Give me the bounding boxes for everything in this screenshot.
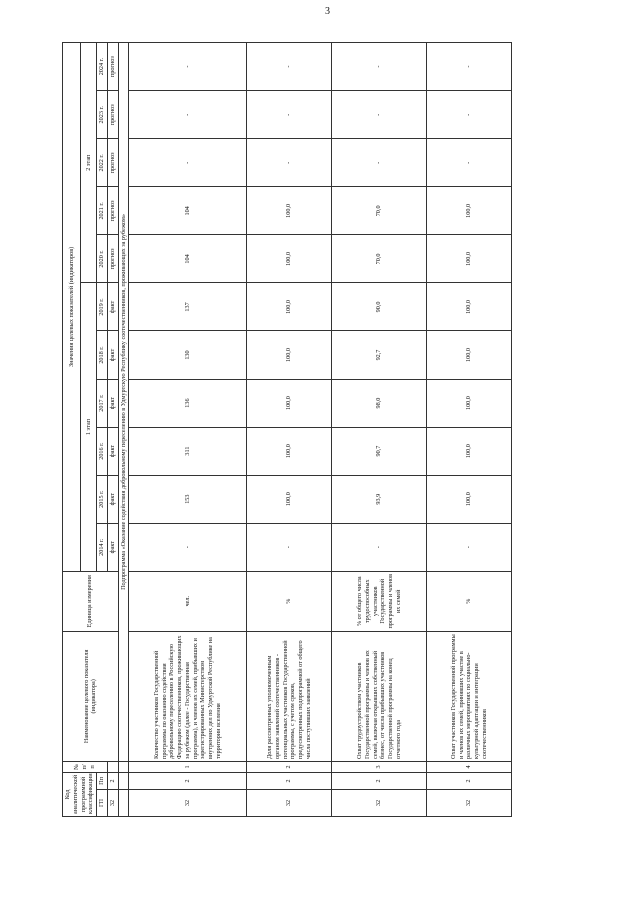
cell-name: Охват участников Государственной программы и членов их семей, принявших участие в различных мероприятиях по социально-культурной адаптации и интеграции соотечественников — [427, 631, 512, 761]
cell-value: 100,0 — [247, 427, 332, 475]
cell-value: 153 — [129, 475, 247, 523]
header-type: факт — [107, 475, 118, 523]
cell-name: Доля рассмотренных уполномоченным органом заявлений соотечественников - потенциальных участников Государственной программы, с учетом сроков, предусмотренных подпрограммой от общего числа поступивших заявлений — [247, 631, 332, 761]
cell-num: 2 — [247, 761, 332, 772]
cell-value: - — [247, 91, 332, 139]
header-stage2: 2 этап — [80, 43, 96, 283]
cell-name: Охват трудоустройством участников Государственной программы и членов их семей, включая открывших собственный бизнес, от числа прибывших участников Государственной программы на конец отчетного года — [332, 631, 427, 761]
cell-value: 98,0 — [332, 379, 427, 427]
cell-gp: 32 — [332, 789, 427, 816]
cell-unit: чел. — [129, 571, 247, 631]
cell-pp: 2 — [332, 772, 427, 789]
cell-value: 100,0 — [247, 187, 332, 235]
cell-num: 4 — [427, 761, 512, 772]
cell-value: 104 — [129, 187, 247, 235]
header-values-group: Значения целевых показателей (индикаторов) — [63, 43, 81, 572]
cell-gp: 32 — [247, 789, 332, 816]
cell-value: 137 — [129, 283, 247, 331]
cell-value: 90,0 — [332, 283, 427, 331]
cell-value: - — [129, 43, 247, 91]
header-index-gp: 32 — [107, 789, 118, 816]
header-type: прогноз — [107, 91, 118, 139]
cell-value: - — [427, 91, 512, 139]
cell-value: 100,0 — [427, 235, 512, 283]
cell-value: 100,0 — [427, 379, 512, 427]
cell-value: - — [332, 139, 427, 187]
cell-value: 100,0 — [247, 379, 332, 427]
header-year: 2018 г. — [97, 331, 108, 379]
header-unit: Единица измерения — [63, 571, 119, 631]
header-year: 2022 г. — [97, 139, 108, 187]
header-type: факт — [107, 427, 118, 475]
header-year: 2017 г. — [97, 379, 108, 427]
cell-value: - — [332, 43, 427, 91]
header-index-pp: 2 — [107, 772, 118, 789]
cell-value: 100,0 — [427, 427, 512, 475]
table-row — [129, 43, 247, 817]
cell-num: 1 — [129, 761, 247, 772]
header-type: факт — [107, 523, 118, 571]
cell-value: - — [332, 523, 427, 571]
header-year: 2021 г. — [97, 187, 108, 235]
header-year: 2016 г. — [97, 427, 108, 475]
cell-value: - — [129, 139, 247, 187]
header-year: 2014 г. — [97, 523, 108, 571]
cell-value: - — [247, 43, 332, 91]
cell-value: 93,9 — [332, 475, 427, 523]
header-type: прогноз — [107, 139, 118, 187]
cell-value: 90,7 — [332, 427, 427, 475]
header-year: 2023 г. — [97, 91, 108, 139]
cell-value: - — [247, 139, 332, 187]
table-row — [247, 43, 332, 817]
cell-pp: 2 — [427, 772, 512, 789]
header-year: 2020 г. — [97, 235, 108, 283]
cell-pp: 2 — [129, 772, 247, 789]
header-type: факт — [107, 331, 118, 379]
cell-value: - — [129, 523, 247, 571]
header-num: № п/п — [63, 761, 108, 772]
header-code-group: Код аналитической программной классификации — [63, 772, 97, 816]
table-row — [332, 43, 427, 817]
header-year: 2015 г. — [97, 475, 108, 523]
cell-pp: 2 — [247, 772, 332, 789]
cell-value: 100,0 — [247, 475, 332, 523]
cell-value: - — [427, 43, 512, 91]
cell-value: - — [427, 523, 512, 571]
cell-gp: 32 — [129, 789, 247, 816]
header-name: Наименование целевого показателя (индикатора) — [63, 631, 119, 761]
cell-value: - — [427, 139, 512, 187]
cell-unit: % — [427, 571, 512, 631]
cell-value: 92,7 — [332, 331, 427, 379]
subprogram-empty — [118, 789, 129, 816]
header-gp: ГП — [97, 789, 108, 816]
header-type: прогноз — [107, 235, 118, 283]
indicators-table — [62, 42, 512, 817]
cell-value: 70,0 — [332, 235, 427, 283]
cell-value: 130 — [129, 331, 247, 379]
cell-value: 311 — [129, 427, 247, 475]
cell-value: 104 — [129, 235, 247, 283]
cell-gp: 32 — [427, 789, 512, 816]
cell-num: 3 — [332, 761, 427, 772]
cell-value: 70,0 — [332, 187, 427, 235]
header-stage1: 1 этап — [80, 283, 96, 571]
cell-value: 136 — [129, 379, 247, 427]
cell-value: 100,0 — [247, 331, 332, 379]
subprogram-title: Подпрограмма «Оказание содействия добровольному переселению в Удмуртскую Республику соотечественников, проживающих за рубежом» — [118, 43, 129, 762]
table-row — [427, 43, 512, 817]
cell-value: 100,0 — [247, 235, 332, 283]
header-index-num — [107, 761, 118, 772]
header-year: 2019 г. — [97, 283, 108, 331]
header-type: прогноз — [107, 43, 118, 91]
header-type: факт — [107, 379, 118, 427]
cell-value: 100,0 — [247, 283, 332, 331]
cell-value: 100,0 — [427, 331, 512, 379]
cell-value: 100,0 — [427, 283, 512, 331]
subprogram-empty — [118, 761, 129, 772]
cell-unit: % от общего числа трудоспособных участников Государственной программы и членов их семей — [332, 571, 427, 631]
rotated-table-wrapper — [62, 42, 582, 817]
cell-value: 100,0 — [427, 475, 512, 523]
header-year: 2024 г. — [97, 43, 108, 91]
subprogram-empty — [118, 772, 129, 789]
cell-value: - — [129, 91, 247, 139]
header-pp: Пп — [97, 772, 108, 789]
cell-value: - — [247, 523, 332, 571]
header-type: факт — [107, 283, 118, 331]
header-type: прогноз — [107, 187, 118, 235]
cell-name: Количество участников Государственной программы по оказанию содействия добровольному переселению в Российскую Федерацию соотечественников, проживающих за рубежом (далее - Государственная программа), и членов их семей, прибывших и зарегистрированных Министерством внутренних дел по Удмуртской Республике на территории вселения — [129, 631, 247, 761]
page-number: 3 — [325, 6, 330, 17]
cell-value: - — [332, 91, 427, 139]
cell-value: 100,0 — [427, 187, 512, 235]
cell-unit: % — [247, 571, 332, 631]
